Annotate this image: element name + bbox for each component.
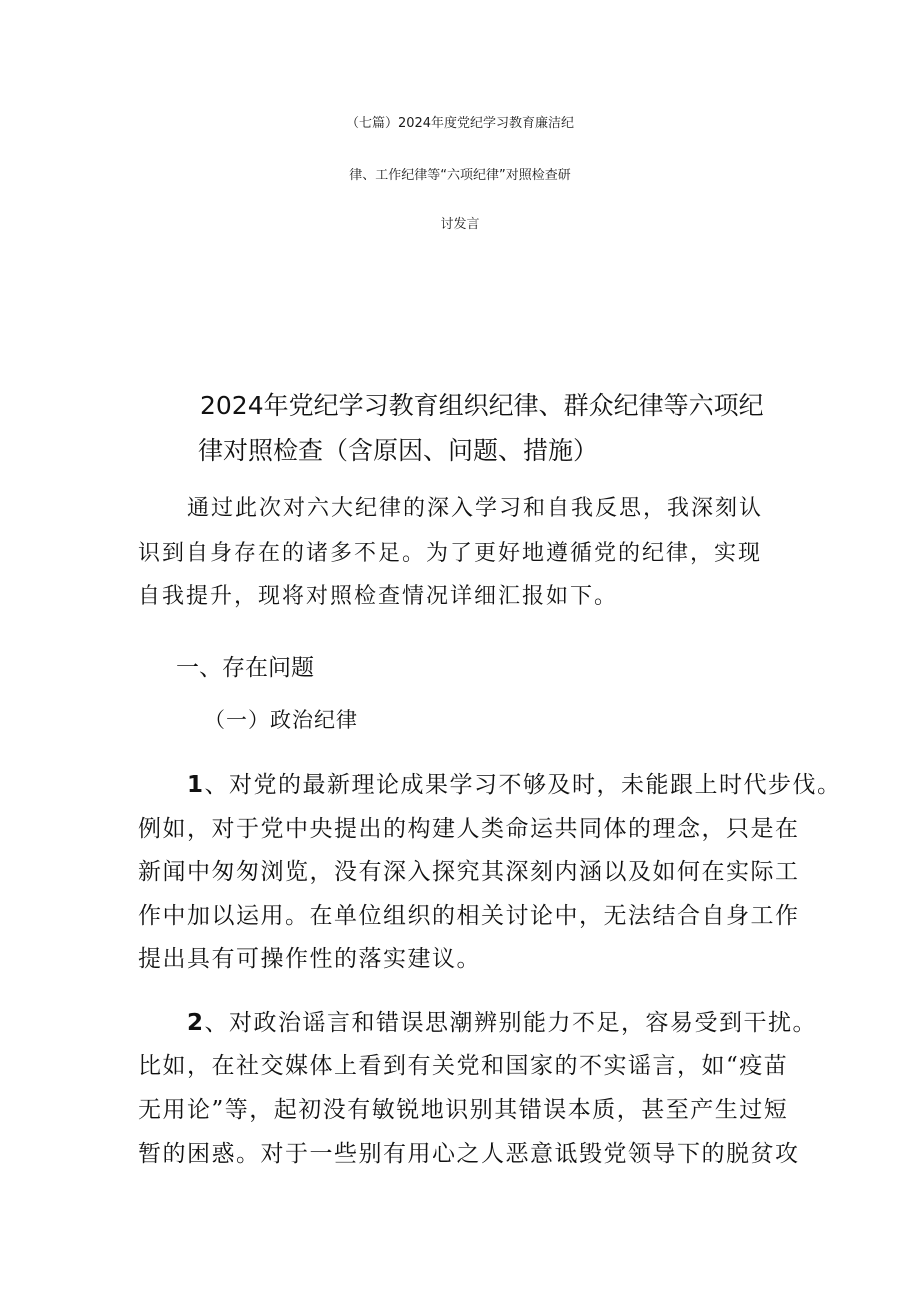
subtitle-line-2: 律对照检查（含原因、问题、措施） — [198, 436, 599, 465]
intro-line-2: 识到自身存在的诸多不足。为了更好地遵循党的纪律，实现 — [138, 541, 763, 566]
item-1-line-3: 新闻中匆匆浏览，没有深入探究其深刻内涵以及如何在实际工 — [138, 859, 800, 885]
item-2-line-1-text: 、对政治谣言和错误思潮辨别能力不足，容易受到干扰。 — [204, 1010, 818, 1036]
item-2-number: 2 — [187, 1010, 205, 1036]
item-1-line-5: 提出具有可操作性的落实建议。 — [138, 946, 481, 972]
item-1-line-1 — [187, 766, 842, 799]
item-1-number: 1 — [187, 772, 205, 798]
intro-line-3: 自我提升，现将对照检查情况详细汇报如下。 — [138, 584, 619, 609]
item-2-line-1 — [187, 1004, 817, 1037]
document-title-line-3: 讨发言 — [440, 217, 480, 232]
document-title-line-1: （七篇）2024年度党纪学习教育廉洁纪 — [345, 116, 575, 131]
item-1-line-1-text: 、对党的最新理论成果学习不够及时，未能跟上时代步伐。 — [204, 772, 842, 798]
item-1-line-2: 例如，对于党中央提出的构建人类命运共同体的理念，只是在 — [138, 816, 800, 842]
item-1-line-4: 作中加以运用。在单位组织的相关讨论中，无法结合自身工作 — [138, 903, 800, 929]
item-2-line-2: 比如，在社交媒体上看到有关党和国家的不实谣言，如“疫苗 — [138, 1053, 789, 1079]
document-title-line-2: 律、工作纪律等“六项纪律”对照检查研 — [349, 168, 571, 183]
intro-line-1: 通过此次对六大纪律的深入学习和自我反思，我深刻认 — [187, 496, 764, 521]
item-2-line-4: 暂的困惑。对于一些别有用心之人恶意诋毁党领导下的脱贫攻 — [138, 1141, 800, 1167]
item-2-line-3: 无用论”等，起初没有敏锐地识别其错误本质，甚至产生过短 — [138, 1097, 789, 1123]
subtitle-line-1: 2024年党纪学习教育组织纪律、群众纪律等六项纪 — [200, 391, 764, 420]
section-heading: 一、存在问题 — [176, 655, 314, 681]
subsection-heading: （一）政治纪律 — [204, 708, 358, 732]
